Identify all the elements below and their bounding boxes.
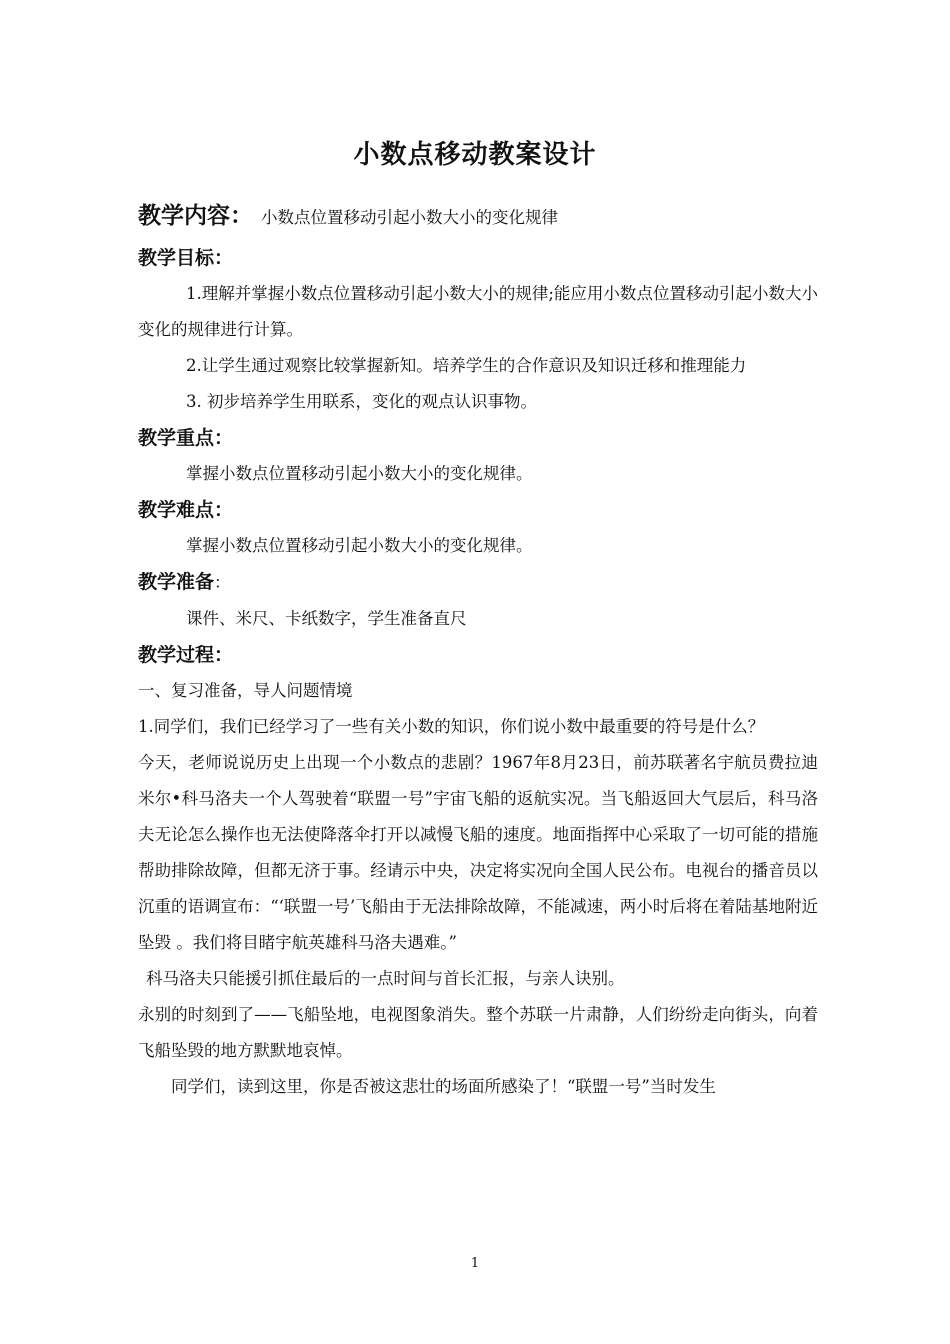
preparation-colon: ： bbox=[214, 573, 231, 592]
page-number: 1 bbox=[470, 1256, 480, 1271]
process-paragraph-4: 永别的时刻到了——飞船坠地，电视图象消失。整个苏联一片肃静，人们纷纷走向街头，向着飞船坠毁的地方默默地哀悼。 bbox=[138, 1005, 818, 1060]
process-paragraph-1: 1.同学们，我们已经学习了一些有关小数的知识，你们说小数中最重要的符号是什么？ bbox=[138, 717, 765, 736]
teaching-goals-heading: 教学目标： bbox=[138, 247, 234, 269]
preparation-heading bbox=[138, 564, 818, 601]
teaching-content-text: 小数点位置移动引起小数大小的变化规律 bbox=[261, 208, 559, 227]
process-paragraph-5: 同学们，读到这里，你是否被这悲壮的场面所感染了！“联盟一号”当时发生 bbox=[171, 1077, 716, 1096]
process-heading: 教学过程： bbox=[138, 644, 234, 666]
document-body bbox=[138, 196, 818, 1105]
goal-item-1: 1.理解并掌握小数点位置移动引起小数大小的规律;能应用小数点位置移动引起小数大小变化的规律进行计算。 bbox=[138, 284, 818, 339]
preparation-text: 课件、米尺、卡纸数字，学生准备直尺 bbox=[186, 609, 467, 628]
goal-item-2: 2.让学生通过观察比较掌握新知。培养学生的合作意识及知识迁移和推理能力 bbox=[186, 356, 747, 375]
teaching-content-heading bbox=[138, 196, 818, 238]
key-point-text: 掌握小数点位置移动引起小数大小的变化规律。 bbox=[186, 464, 533, 483]
process-paragraph-3: 科马洛夫只能援引抓住最后的一点时间与首长汇报，与亲人诀别。 bbox=[146, 969, 625, 988]
goal-item-3: 3. 初步培养学生用联系，变化的观点认识事物。 bbox=[186, 392, 537, 411]
difficulty-heading: 教学难点： bbox=[138, 499, 234, 521]
difficulty-text: 掌握小数点位置移动引起小数大小的变化规律。 bbox=[186, 536, 533, 555]
document-title: 小数点移动教案设计 bbox=[353, 140, 597, 170]
process-paragraph-2: 今天，老师说说历史上出现一个小数点的悲剧？1967年8月23日，前苏联著名宇航员费拉迪米尔•科马洛夫一个人驾驶着“联盟一号”宇宙飞船的返航实况。当飞船返回大气层后，科马洛夫无论怎么操作也无法使降落伞打开以减慢飞船的速度。地面指挥中心采取了一切可能的措施帮助排除故障，但都无济于事。经请示中央，决定将实况向全国人民公布。电视台的播音员以沉重的语调宣布：“‘联盟一号’飞船由于无法排除故障，不能减速，两小时后将在着陆基地附近坠毁 。我们将目睹宇航英雄科马洛夫遇难。” bbox=[138, 753, 818, 952]
key-point-heading: 教学重点： bbox=[138, 427, 234, 449]
preparation-label: 教学准备 bbox=[138, 571, 215, 593]
process-section-1: 一、复习准备，导人问题情境 bbox=[138, 681, 353, 700]
teaching-content-label: 教学内容： bbox=[138, 203, 253, 229]
